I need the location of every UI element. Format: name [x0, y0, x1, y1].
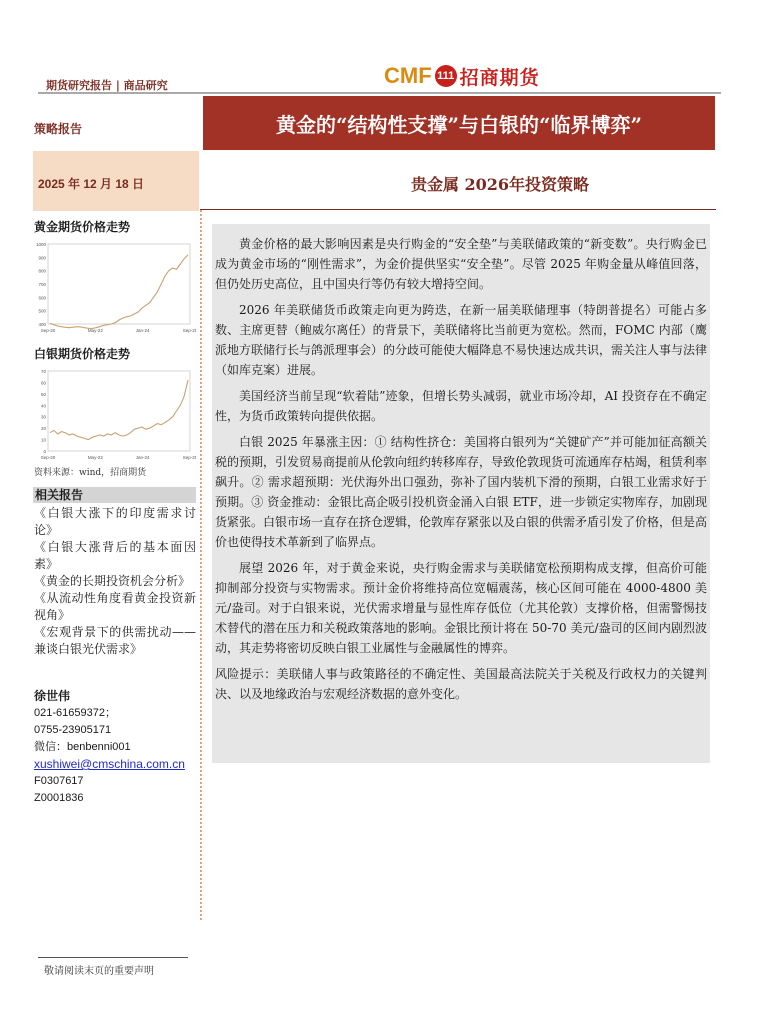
report-title: 黄金的“结构性支撑”与白银的“临界博弈” [203, 96, 715, 150]
y-tick-label: 60 [40, 380, 46, 386]
disclaimer-note: 敬请阅读末页的重要声明 [44, 966, 154, 977]
related-reports-heading: 相关报告 [33, 487, 196, 503]
y-tick-label: 50 [40, 391, 46, 397]
summary-body [212, 224, 710, 763]
related-report-link[interactable]: 《白银大涨下的印度需求讨论》 [34, 506, 196, 537]
certificate-1: F0307617 [34, 775, 84, 787]
body-paragraph: 美国经济当前呈现“软着陆”迹象，但增长势头减弱，就业市场冷却，AI 投资存在不确定性，为货币政策转向提供依据。 [215, 389, 707, 423]
y-tick-label: 20 [40, 426, 46, 432]
related-reports-list [34, 505, 196, 658]
y-tick-label: 500 [38, 308, 46, 314]
x-tick-label: Sep-25 [182, 328, 196, 333]
column-divider [200, 210, 203, 920]
x-tick-label: Jan-24 [135, 328, 150, 333]
footer-divider [38, 957, 188, 958]
related-report-link[interactable]: 《黄金的长期投资机会分析》 [34, 574, 191, 588]
body-paragraph: 展望 2026 年，对于黄金来说，央行购金需求与美联储宽松预期构成支撑，但高价可能抑制部分投资与实物需求。预计金价将维持高位宽幅震荡，核心区间可能在 4000-4800 美元/盎司。对于白银来说，光伏需求增量与显性库存低位（尤其伦敦）支撑价格，但需警惕技术替代的潜在压力和关税政策落地的影响。金银比预计将在 50-70 美元/盎司的区间内剧烈波动，其走势将密切反映白银工业属性与金融属性的博弈。 [215, 561, 707, 655]
related-report-link[interactable]: 《宏观背景下的供需扰动——兼谈白银光伏需求》 [34, 625, 196, 656]
logo-latin: CMF [384, 63, 432, 88]
y-tick-label: 800 [38, 268, 46, 274]
logo-badge-icon: 111 [435, 65, 457, 87]
silver-chart-title: 白银期货价格走势 [34, 347, 131, 361]
x-tick-label: Sep-25 [182, 455, 196, 460]
y-tick-label: 40 [40, 403, 46, 409]
report-date: 2025 年 12 月 18 日 [38, 177, 145, 191]
author-email-link[interactable]: xushiwei@cmschina.com.cn [34, 757, 185, 771]
author-contact [34, 705, 204, 807]
plot-frame [48, 244, 190, 324]
gold-price-chart [34, 238, 196, 338]
author-name: 徐世伟 [34, 689, 71, 703]
x-tick-label: Sep-20 [40, 455, 56, 460]
phone-1: 021-61659372； [34, 707, 116, 719]
price-series-line [50, 255, 188, 329]
body-paragraph: 黄金价格的最大影响因素是央行购金的“安全垫”与美联储政策的“新变数”。央行购金已成为黄金市场的“刚性需求”，为金价提供坚实“安全垫”。尽管 2025 年购金量从峰值回落，但仍处历史高位，且中国央行等仍有较大增持空间。 [215, 237, 707, 291]
x-tick-label: May-22 [87, 328, 103, 333]
body-paragraph: 2026 年美联储货币政策走向更为跨迭，在新一届美联储理事（特朗普提名）可能占多数、主席更替（鲍威尔离任）的背景下，美联储将比当前更为宽松。然而，FOMC 内部（鹰派地方联储行长与鸽派理事会）的分歧可能使大幅降息不易快速达成共识，需关注人事与法律（如库克案）进展。 [215, 303, 708, 377]
y-tick-label: 700 [38, 282, 46, 287]
gold-chart-title: 黄金期货价格走势 [34, 220, 131, 234]
y-tick-label: 70 [40, 369, 46, 374]
y-tick-label: 600 [38, 295, 46, 301]
related-report-link[interactable]: 《白银大涨背后的基本面因素》 [34, 540, 196, 571]
y-tick-label: 400 [38, 322, 46, 327]
y-tick-label: 1000 [35, 242, 46, 247]
risk-warning: 风险提示：美联储人事与政策路径的不确定性、美国最高法院关于关税及行政权力的关键判决、以及地缘政治与宏观经济数据的意外变化。 [215, 667, 707, 701]
body-paragraph: 白银 2025 年暴涨主因：① 结构性挤仓：美国将白银列为“关键矿产”并可能加征高额关税的预期，引发贸易商提前从伦敦向纽约转移库存，导致伦敦现货可流通库存枯竭，租赁利率飙升。② 需求超预期：光伏海外出口强劲，弥补了国内装机下滑的预期，白银工业需求好于预期。③ 资金推动：金银比高企吸引投机资金涌入白银 ETF，进一步锁定实物库存，加剧现货紧张。白银市场一直存在挤仓逻辑，伦敦库存紧张以及白银的供需矛盾引发了价格，但是高价也使得技术革新到了临界点。 [215, 435, 708, 549]
price-series-line [50, 380, 188, 440]
x-tick-label: Sep-20 [40, 328, 56, 333]
certificate-2: Z0001836 [34, 792, 84, 804]
y-tick-label: 900 [38, 255, 46, 261]
chart-source: 资料来源：wind，招商期货 [34, 468, 147, 478]
phone-2: 0755-23905171 [34, 724, 112, 736]
report-type: 策略报告 [34, 122, 83, 136]
company-logo [384, 63, 540, 89]
subtitle-divider [200, 209, 716, 210]
report-subtitle: 贵金属 2026年投资策略 [410, 175, 590, 194]
silver-chart [34, 365, 196, 465]
y-tick-label: 30 [40, 414, 46, 420]
x-tick-label: Jan-24 [135, 455, 150, 460]
x-tick-label: May-22 [87, 455, 103, 460]
y-tick-label: 0 [43, 449, 46, 454]
header-divider [38, 92, 721, 94]
logo-chinese: 招商期货 [459, 66, 540, 89]
gold-chart [34, 238, 196, 338]
report-series: 期货研究报告 | 商品研究 [46, 79, 168, 92]
plot-frame [48, 371, 190, 451]
silver-price-chart [34, 365, 196, 465]
y-tick-label: 10 [40, 437, 46, 443]
wechat-id: 微信：benbenni001 [34, 741, 131, 753]
related-report-link[interactable]: 《从流动性角度看黄金投资新视角》 [34, 591, 196, 622]
